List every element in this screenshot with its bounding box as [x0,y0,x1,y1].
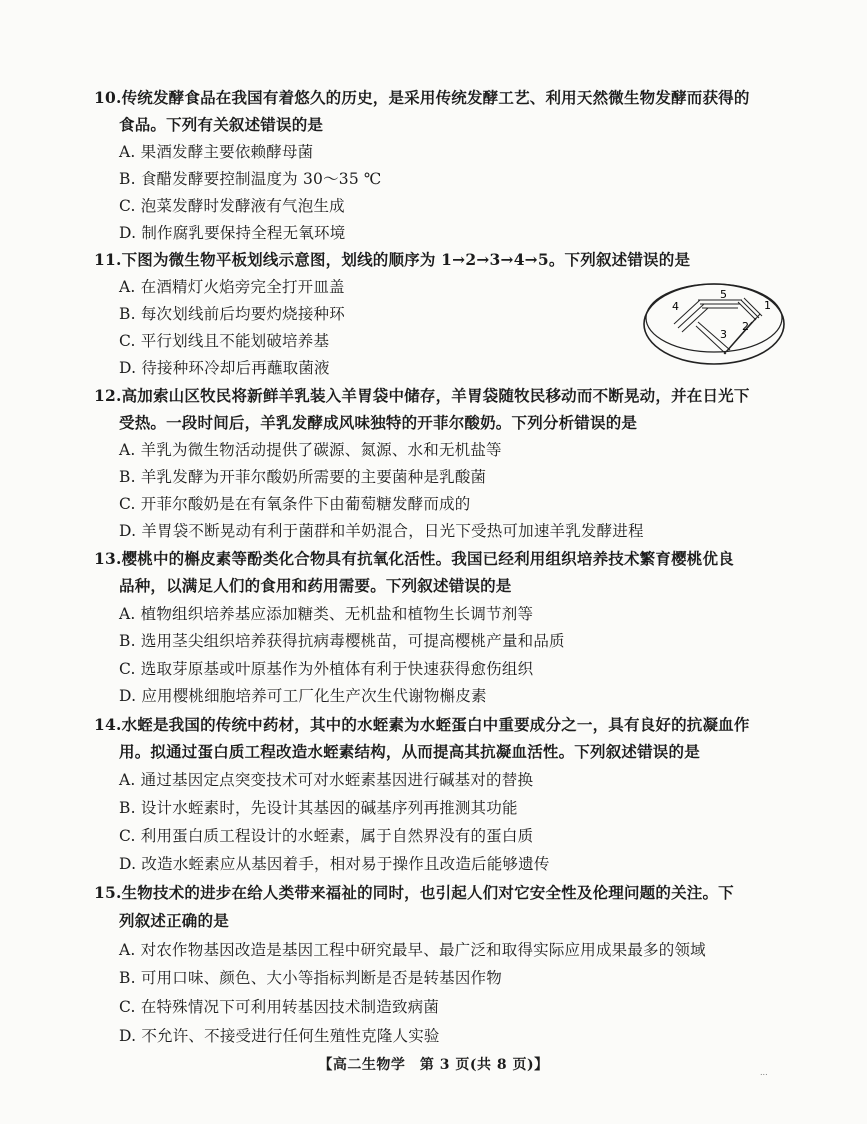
petri-dish-streak-figure [640,272,790,372]
question-13-stem-line-1 [94,548,734,570]
question-14-option-c: C. 利用蛋白质工程设计的水蛭素，属于自然界没有的蛋白质 [119,827,534,845]
streak-label-5: 5 [720,288,727,301]
question-15-stem-line-2: 列叙述正确的是 [119,911,229,930]
question-11-number: 11. [94,250,122,269]
petri-dish-inner-rim [646,284,782,352]
question-12-option-b: B. 羊乳发酵为开菲尔酸奶所需要的主要菌种是乳酸菌 [119,468,487,486]
question-14-option-a: A. 通过基因定点突变技术可对水蛭素基因进行碱基对的替换 [119,771,534,789]
question-15-number: 15. [94,883,122,902]
question-13-stem-text-1: 樱桃中的槲皮素等酚类化合物具有抗氧化活性。我国已经利用组织培养技术繁育樱桃优良 [121,549,734,568]
corner-mark: ... [760,1068,768,1077]
streak-label-3: 3 [720,328,727,341]
question-15-option-b: B. 可用口味、颜色、大小等指标判断是否是转基因作物 [119,969,502,987]
question-12-number: 12. [94,386,122,405]
question-12-stem-line-2: 受热。一段时间后，羊乳发酵成风味独特的开菲尔酸奶。下列分析错误的是 [119,413,638,432]
question-15-option-a: A. 对农作物基因改造是基因工程中研究最早、最广泛和取得实际应用成果最多的领域 [119,941,706,959]
question-14-option-b: B. 设计水蛭素时，先设计其基因的碱基序列再推测其功能 [119,799,518,817]
question-10-option-d: D. 制作腐乳要保持全程无氧环境 [119,224,346,242]
question-12-stem-text-1: 高加索山区牧民将新鲜羊乳装入羊胃袋中储存，羊胃袋随牧民移动而不断晃动，并在日光下 [121,386,750,405]
question-10-number: 10. [94,88,122,107]
question-14-option-d: D. 改造水蛭素应从基因着手，相对易于操作且改造后能够遗传 [119,855,550,873]
question-15-option-c: C. 在特殊情况下可利用转基因技术制造致病菌 [119,998,440,1016]
question-11-option-d: D. 待接种环冷却后再蘸取菌液 [119,359,330,377]
question-14-stem-text-1: 水蛭是我国的传统中药材，其中的水蛭素为水蛭蛋白中重要成分之一，具有良好的抗凝血作 [121,715,750,734]
question-11-stem-text-1: 下图为微生物平板划线示意图，划线的顺序为 1→2→3→4→5。下列叙述错误的是 [121,250,691,269]
question-12-option-d: D. 羊胃袋不断晃动有利于菌群和羊奶混合，日光下受热可加速羊乳发酵进程 [119,522,644,540]
question-14-number: 14. [94,715,122,734]
question-13-option-d: D. 应用樱桃细胞培养可工厂化生产次生代谢物槲皮素 [119,687,487,705]
question-12-option-c: C. 开菲尔酸奶是在有氧条件下由葡萄糖发酵而成的 [119,495,471,513]
streak-label-4: 4 [672,300,679,313]
question-11-option-c: C. 平行划线且不能划破培养基 [119,332,330,350]
question-13-stem-line-2: 品种，以满足人们的食用和药用需要。下列叙述错误的是 [119,576,512,595]
question-10-option-b: B. 食醋发酵要控制温度为 30～35 ℃ [119,170,382,188]
question-13-option-a: A. 植物组织培养基应添加糖类、无机盐和植物生长调节剂等 [119,605,534,623]
question-10-option-a: A. 果酒发酵主要依赖酵母菌 [119,143,314,161]
question-11-stem-line-1 [94,249,690,271]
page-footer: 【高二生物学 第 3 页(共 8 页)】 [318,1057,549,1073]
question-12-stem-line-1 [94,385,750,407]
question-11-option-b: B. 每次划线前后均要灼烧接种环 [119,305,345,323]
question-11-option-a: A. 在酒精灯火焰旁完全打开皿盖 [119,278,345,296]
streak-label-2: 2 [742,320,749,333]
streak-label-1: 1 [764,299,771,312]
question-10-option-c: C. 泡菜发酵时发酵液有气泡生成 [119,197,345,215]
question-15-option-d: D. 不允许、不接受进行任何生殖性克隆人实验 [119,1027,440,1045]
question-14-stem-line-2: 用。拟通过蛋白质工程改造水蛭素结构，从而提高其抗凝血活性。下列叙述错误的是 [119,742,700,761]
question-10-stem-line-2: 食品。下列有关叙述错误的是 [119,115,324,134]
question-15-stem-text-1: 生物技术的进步在给人类带来福祉的同时，也引起人们对它安全性及伦理问题的关注。下 [121,883,734,902]
question-10-stem-text-1: 传统发酵食品在我国有着悠久的历史，是采用传统发酵工艺、利用天然微生物发酵而获得的 [121,88,750,107]
question-14-stem-line-1 [94,714,750,736]
question-13-option-b: B. 选用茎尖组织培养获得抗病毒樱桃苗，可提高樱桃产量和品质 [119,632,565,650]
question-10-stem-line-1 [94,87,750,109]
question-12-option-a: A. 羊乳为微生物活动提供了碳源、氮源、水和无机盐等 [119,441,502,459]
question-13-option-c: C. 选取芽原基或叶原基作为外植体有利于快速获得愈伤组织 [119,660,534,678]
question-13-number: 13. [94,549,122,568]
question-15-stem-line-1 [94,882,734,904]
